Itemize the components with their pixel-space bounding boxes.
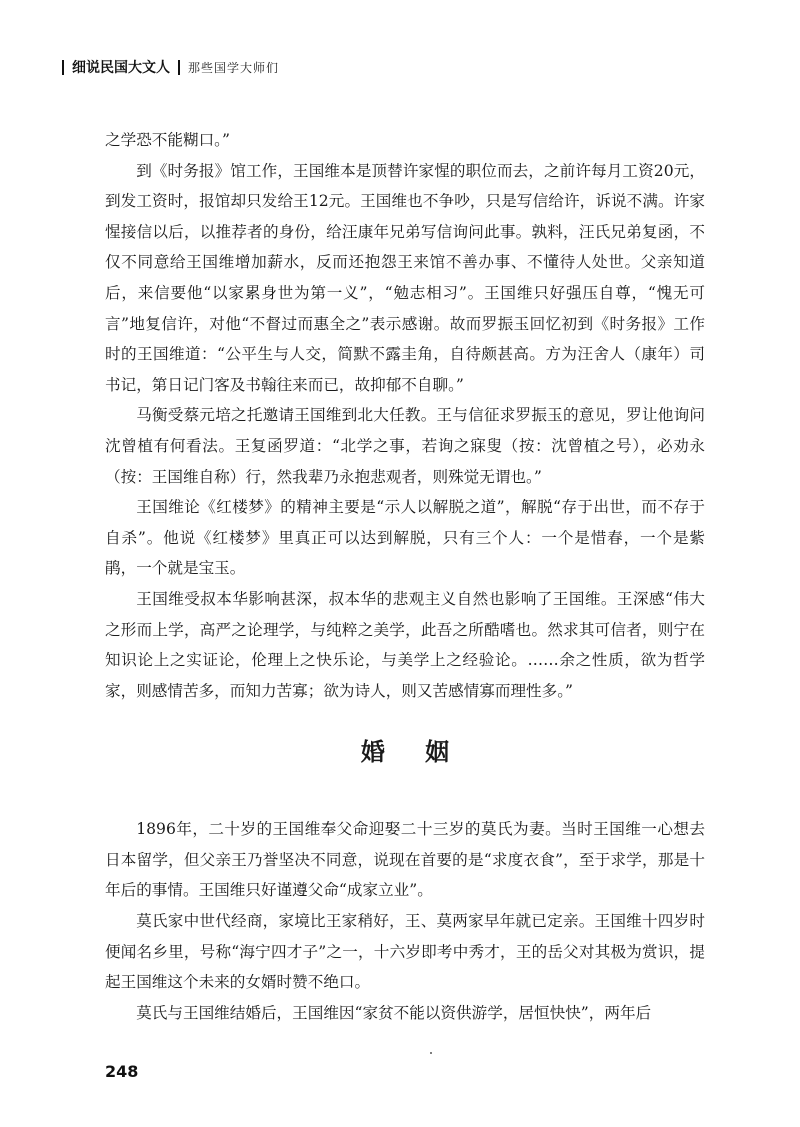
paragraph: 马衡受蔡元培之托邀请王国维到北大任教。王与信征求罗振玉的意见，罗让他询问沈曾植有何看法。王复函罗道：“北学之事，若询之寐叟（按：沈曾植之号），必劝永（按：王国维自称）行，然我辈乃永抱悲观者，则殊觉无谓也。”: [105, 406, 705, 486]
paragraph: 到《时务报》馆工作，王国维本是顶替许家惺的职位而去，之前许每月工资20元，到发工资时，报馆却只发给王12元。王国维也不争吵，只是写信给许，诉说不满。许家惺接信以后，以推荐者的身份，给汪康年兄弟写信询问此事。孰料，汪氏兄弟复函，不仅不同意给王国维增加薪水，反而还抱怨王来馆不善办事、不懂待人处世。父亲知道后，来信要他“以家累身世为第一义”，“勉志相习”。王国维只好强压自尊，“愧无可言”地复信许，对他“不督过而惠全之”表示感谢。故而罗振玉回忆初到《时务报》工作时的王国维道：“公平生与人交，简默不露圭角，自待颇甚高。方为汪舍人（康年）司书记，第日记门客及书翰往来而已，故抑郁不自聊。”: [105, 161, 705, 394]
print-speck: [430, 1052, 432, 1054]
paragraph: 莫氏与王国维结婚后，王国维因“家贫不能以资供游学，居恒快快”，两年后: [136, 1003, 652, 1022]
running-header: [62, 56, 279, 78]
page-body: [105, 125, 705, 1028]
section-heading: 婚 姻: [360, 737, 466, 767]
book-subtitle: 那些国学大师们: [188, 60, 280, 75]
paragraph: 之学恐不能糊口。”: [105, 131, 230, 149]
paragraph: 王国维受叔本华影响甚深，叔本华的悲观主义自然也影响了王国维。王深感“伟大之形而上学，高严之论理学，与纯粹之美学，此吾之所酷嗜也。然求其可信者，则宁在知识论上之实证论，伦理上之快乐论，与美学上之经验论。……余之性质，欲为哲学家，则感情苦多，而知力苦寡；欲为诗人，则又苦感情寡而理性多。”: [105, 589, 705, 700]
paragraph: 1896年，二十岁的王国维奉父命迎娶二十三岁的莫氏为妻。当时王国维一心想去日本留学，但父亲王乃誉坚决不同意，说现在首要的是“求度衣食”，至于求学，那是十年后的事情。王国维只好谨遵父命“成家立业”。: [105, 820, 705, 900]
series-title: 细说民国大文人: [72, 60, 170, 76]
paragraph: 王国维论《红楼梦》的精神主要是“示人以解脱之道”，解脱“存于出世，而不存于自杀”。他说《红楼梦》里真正可以达到解脱，只有三个人：一个是惜春，一个是紫鹃，一个就是宝玉。: [105, 498, 705, 578]
header-divider: [178, 60, 180, 75]
page-number: 248: [105, 1062, 139, 1081]
header-divider: [62, 60, 64, 75]
paragraph: 莫氏家中世代经商，家境比王家稍好，王、莫两家早年就已定亲。王国维十四岁时便闻名乡里，号称“海宁四才子”之一，十六岁即考中秀才，王的岳父对其极为赏识，提起王国维这个未来的女婿时赞不绝口。: [105, 912, 705, 992]
